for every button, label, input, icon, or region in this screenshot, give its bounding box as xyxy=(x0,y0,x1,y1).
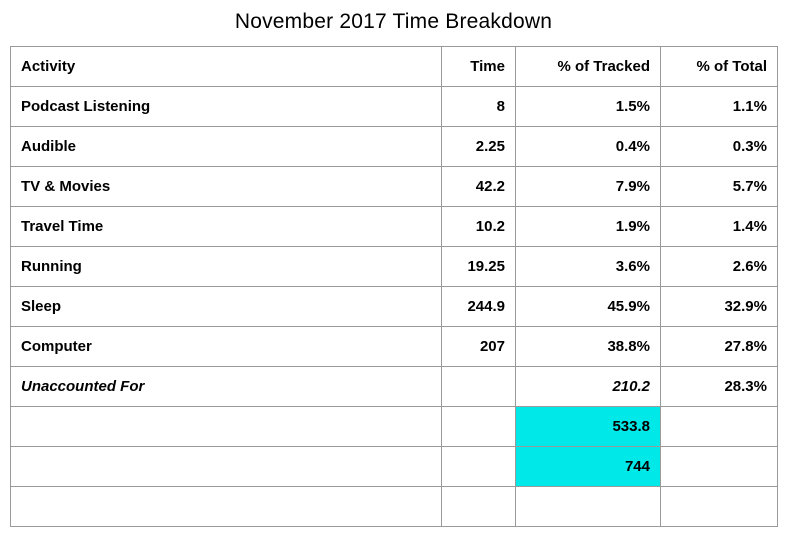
table-row xyxy=(11,367,778,407)
table-row xyxy=(11,87,778,127)
table-header xyxy=(11,47,778,87)
totals-row xyxy=(11,447,778,487)
cell-activity: Audible xyxy=(11,127,442,167)
cell-time: 207 xyxy=(442,327,516,367)
cell-empty xyxy=(442,487,516,527)
table-row xyxy=(11,287,778,327)
cell-total: 1.4% xyxy=(661,207,778,247)
column-header-tracked: % of Tracked xyxy=(516,47,661,87)
cell-total: 32.9% xyxy=(661,287,778,327)
time-breakdown-table xyxy=(10,46,778,527)
cell-time: 42.2 xyxy=(442,167,516,207)
cell-empty xyxy=(11,487,442,527)
cell-empty xyxy=(11,407,442,447)
cell-total: 5.7% xyxy=(661,167,778,207)
cell-empty xyxy=(442,447,516,487)
cell-activity: Sleep xyxy=(11,287,442,327)
table-row xyxy=(11,127,778,167)
cell-tracked: 38.8% xyxy=(516,327,661,367)
totals-row xyxy=(11,407,778,447)
table-row xyxy=(11,247,778,287)
cell-total: 27.8% xyxy=(661,327,778,367)
cell-tracked: 45.9% xyxy=(516,287,661,327)
cell-time: 2.25 xyxy=(442,127,516,167)
cell-total: 28.3% xyxy=(661,367,778,407)
column-header-activity: Activity xyxy=(11,47,442,87)
cell-tracked: 1.5% xyxy=(516,87,661,127)
page-title: November 2017 Time Breakdown xyxy=(234,10,553,33)
cell-empty xyxy=(661,447,778,487)
cell-activity: Running xyxy=(11,247,442,287)
table-row-empty xyxy=(11,487,778,527)
table-row xyxy=(11,167,778,207)
table-header-row xyxy=(11,47,778,87)
cell-tracked: 7.9% xyxy=(516,167,661,207)
cell-tracked: 210.2 xyxy=(516,367,661,407)
column-header-time: Time xyxy=(442,47,516,87)
cell-activity: TV & Movies xyxy=(11,167,442,207)
cell-total: 1.1% xyxy=(661,87,778,127)
cell-time: 8 xyxy=(442,87,516,127)
cell-total-tracked-hours: 533.8 xyxy=(516,407,661,447)
column-header-total: % of Total xyxy=(661,47,778,87)
table-container xyxy=(0,46,787,527)
cell-empty xyxy=(661,407,778,447)
cell-empty xyxy=(661,487,778,527)
cell-empty xyxy=(11,447,442,487)
cell-time xyxy=(442,367,516,407)
cell-tracked: 0.4% xyxy=(516,127,661,167)
cell-time: 10.2 xyxy=(442,207,516,247)
cell-activity: Unaccounted For xyxy=(11,367,442,407)
table-row xyxy=(11,327,778,367)
cell-total-month-hours: 744 xyxy=(516,447,661,487)
cell-time: 244.9 xyxy=(442,287,516,327)
cell-tracked: 1.9% xyxy=(516,207,661,247)
cell-activity: Computer xyxy=(11,327,442,367)
cell-activity: Travel Time xyxy=(11,207,442,247)
cell-empty xyxy=(442,407,516,447)
cell-time: 19.25 xyxy=(442,247,516,287)
table-body xyxy=(11,87,778,527)
cell-tracked: 3.6% xyxy=(516,247,661,287)
cell-activity: Podcast Listening xyxy=(11,87,442,127)
cell-total: 2.6% xyxy=(661,247,778,287)
cell-empty xyxy=(516,487,661,527)
cell-total: 0.3% xyxy=(661,127,778,167)
table-row xyxy=(11,207,778,247)
